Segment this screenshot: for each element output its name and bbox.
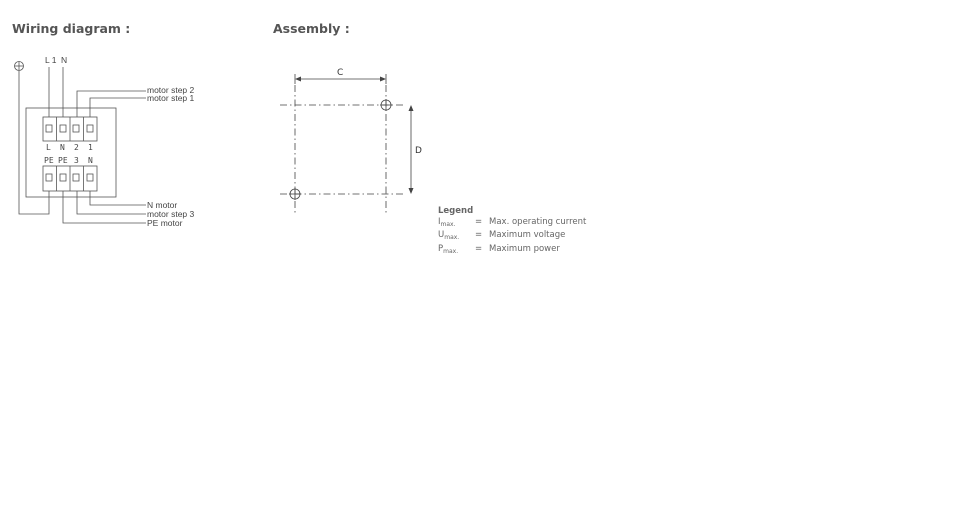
terminal-label-bottom: PE	[44, 156, 54, 165]
dimension-c-label: C	[337, 68, 344, 78]
pe-motor-label: PE motor	[147, 218, 183, 228]
terminal-label-top: N	[60, 143, 65, 152]
legend-text: Maximum power	[489, 243, 560, 254]
legend-title: Legend	[438, 206, 474, 216]
legend-text: Max. operating current	[489, 216, 587, 227]
terminal-label-bottom: 3	[74, 156, 79, 165]
supply-label-n: N	[61, 55, 68, 65]
legend-symbol-sub: max.	[440, 220, 456, 228]
wiring-diagram-title: Wiring diagram :	[12, 21, 131, 36]
terminal-label-bottom: N	[88, 156, 93, 165]
terminal-label-top: L	[46, 143, 51, 152]
assembly-diagram	[280, 74, 411, 215]
legend-equals: =	[475, 243, 483, 254]
legend-equals: =	[475, 230, 483, 240]
legend-equals: =	[475, 216, 483, 227]
legend-item	[438, 244, 586, 258]
motor-step-1-label: motor step 1	[147, 93, 195, 103]
n-motor-label: N motor	[147, 200, 178, 210]
legend-item	[438, 217, 586, 231]
wiring-diagram	[15, 62, 147, 224]
terminal-label-bottom: PE	[58, 156, 68, 165]
dimension-d-label: D	[415, 146, 422, 156]
legend-text: Maximum voltage	[489, 230, 566, 240]
motor-step-2-label: motor step 2	[147, 85, 195, 95]
legend-item	[438, 230, 586, 244]
legend-symbol-sub: max.	[444, 234, 460, 241]
terminal-label-top: 1	[88, 143, 93, 152]
legend-symbol: U	[438, 230, 445, 240]
legend-symbol-sub: max.	[443, 247, 459, 255]
terminal-enclosure	[26, 108, 116, 197]
assembly-title: Assembly :	[273, 21, 350, 36]
legend	[438, 206, 586, 257]
supply-label-l1: L 1	[45, 55, 57, 65]
legend-symbol: P	[438, 243, 444, 254]
legend-symbol: I	[438, 216, 441, 227]
terminal-label-top: 2	[74, 143, 79, 152]
motor-step-3-label: motor step 3	[147, 209, 195, 219]
